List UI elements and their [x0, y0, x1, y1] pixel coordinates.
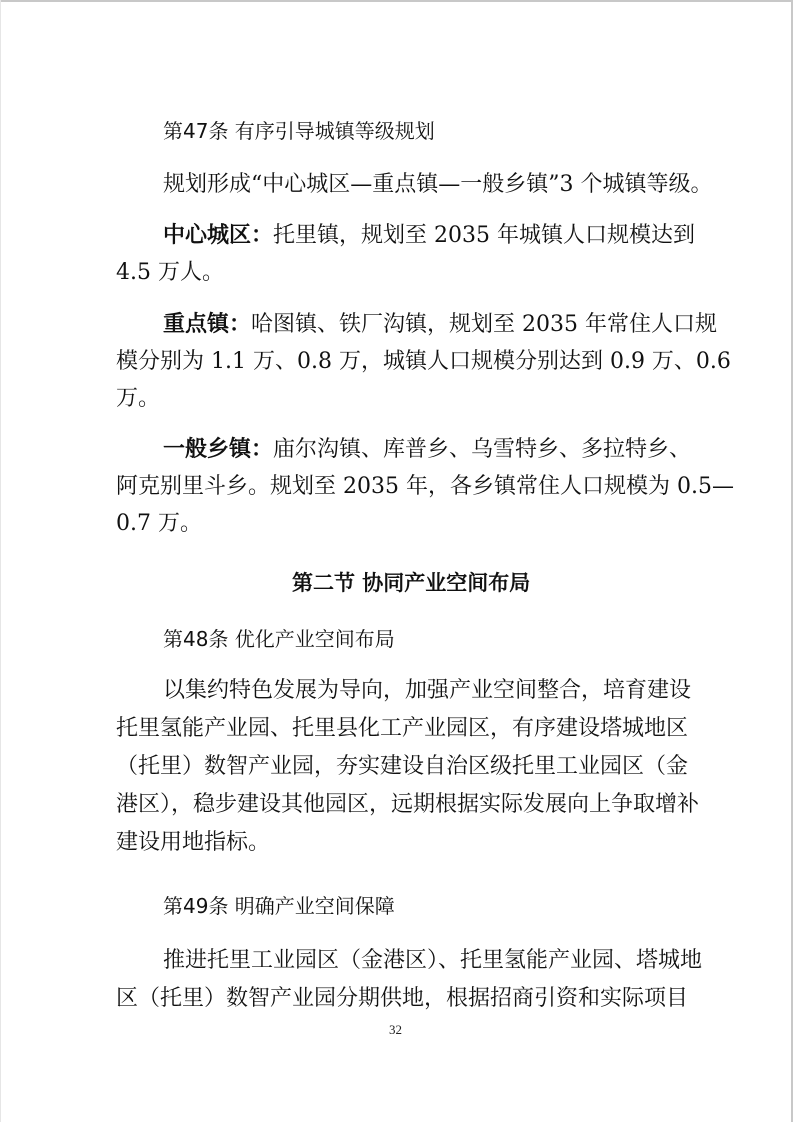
- article-48-line-5: 建设用地指标。: [116, 830, 271, 855]
- key-town-label: 重点镇：: [163, 312, 252, 337]
- article-49-title: 第49条 明确产业空间保障: [163, 894, 395, 918]
- article-48-line-1: 以集约特色发展为导向，加强产业空间整合，培育建设: [163, 678, 692, 703]
- key-town-paragraph: [163, 310, 717, 340]
- section-heading: 第二节 协同产业空间布局: [292, 571, 531, 595]
- article-48-line-2: 托里氢能产业园、托里县化工产业园区，有序建设塔城地区: [116, 716, 689, 741]
- center-district-text-cont: 4.5 万人。: [116, 260, 224, 285]
- center-district-paragraph: [163, 221, 695, 251]
- article-49-line-1: 推进托里工业园区（金港区）、托里氢能产业园、塔城地: [163, 948, 703, 973]
- key-town-text-cont-2: 万。: [116, 386, 161, 411]
- article-49-line-2: 区（托里）数智产业园分期供地，根据招商引资和实际项目: [116, 986, 689, 1011]
- article-48-line-4: 港区），稳步建设其他园区，远期根据实际发展向上争取增补: [116, 792, 700, 817]
- page-number: 32: [389, 1022, 402, 1037]
- article-47-title: 第47条 有序引导城镇等级规划: [163, 119, 435, 143]
- article-48-title: 第48条 优化产业空间布局: [163, 627, 395, 651]
- center-district-label: 中心城区：: [163, 223, 274, 248]
- general-town-paragraph: [163, 435, 691, 465]
- article-48-line-3: （托里）数智产业园，夯实建设自治区级托里工业园区（金: [116, 754, 689, 779]
- key-town-text: 哈图镇、铁厂沟镇，规划至 2035 年常住人口规: [251, 312, 717, 337]
- general-town-text-cont-2: 0.7 万。: [116, 511, 202, 536]
- key-town-text-cont-1: 模分别为 1.1 万、0.8 万，城镇人口规模分别达到 0.9 万、0.6: [116, 349, 731, 374]
- general-town-text: 庙尔沟镇、库普乡、乌雪特乡、多拉特乡、: [273, 437, 692, 462]
- general-town-text-cont-1: 阿克别里斗乡。规划至 2035 年，各乡镇常住人口规模为 0.5—: [116, 474, 734, 499]
- center-district-text: 托里镇，规划至 2035 年城镇人口规模达到: [273, 223, 695, 248]
- general-town-label: 一般乡镇：: [163, 437, 274, 462]
- page-border-left: [0, 0, 1, 1122]
- article-47-intro: 规划形成“中心城区—重点镇—一般乡镇”3 个城镇等级。: [163, 172, 713, 197]
- page-border-top: [0, 0, 793, 2]
